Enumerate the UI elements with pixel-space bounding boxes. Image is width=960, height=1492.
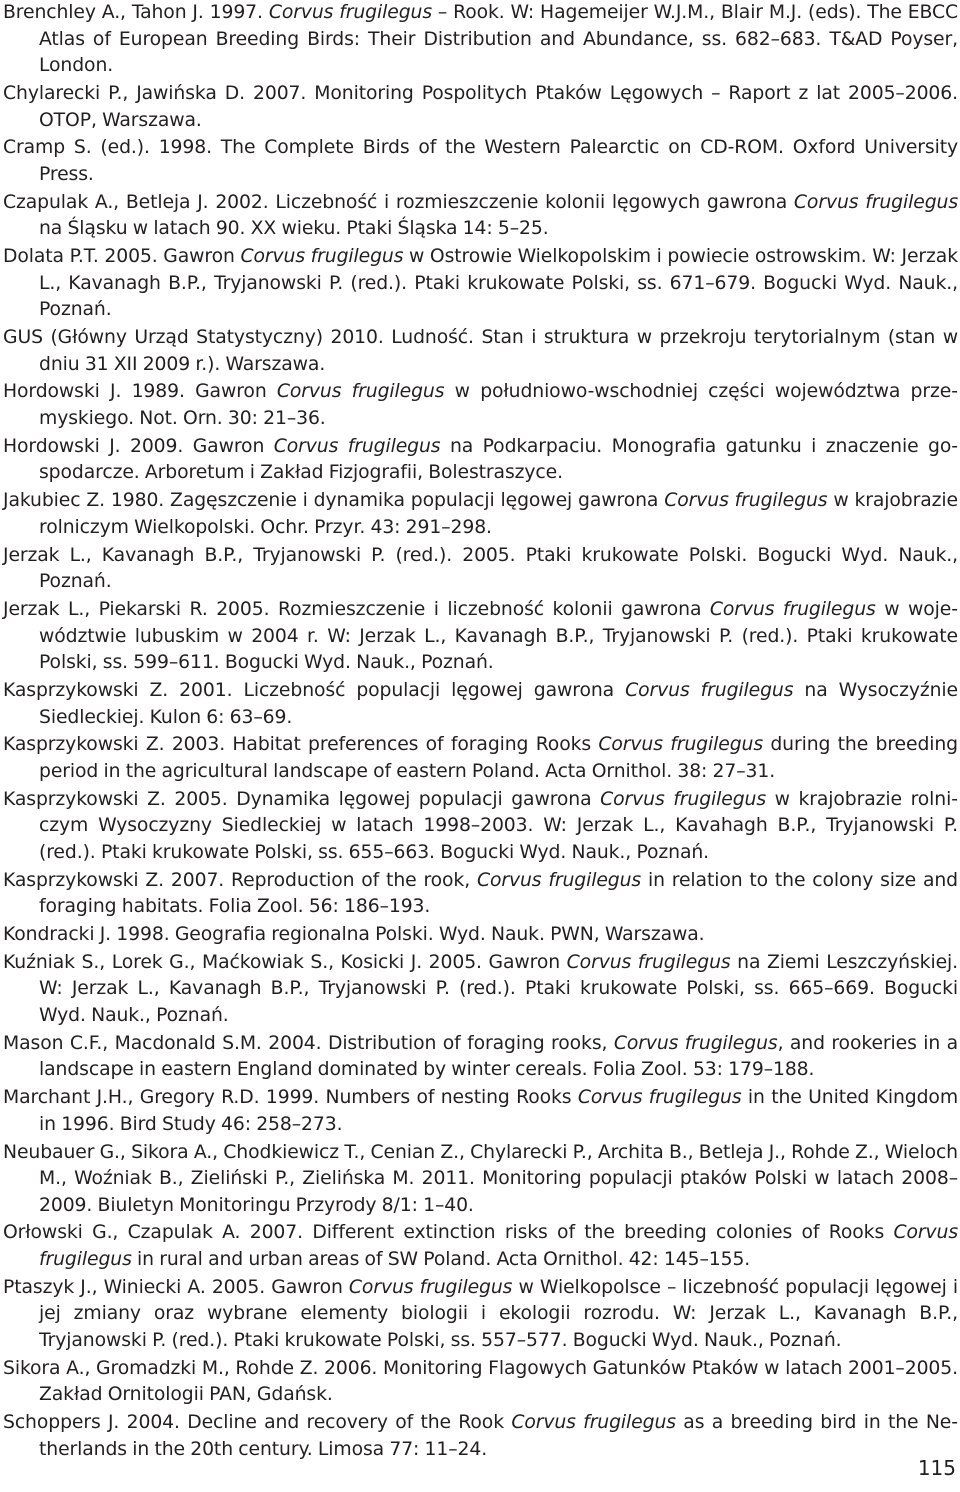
reference-entry: [3, 379, 958, 432]
reference-text: w krajobrazie rolniczym Wielkopolski. Ochr. Przyr. 43: 291–298.: [39, 490, 958, 538]
reference-text: , and rookeries in a landscape in eastern England dominated by winter cereals. Folia Zool. 53: 179–188.: [39, 1032, 959, 1081]
reference-text: Kasprzykowski Z. 2003. Habitat preferences of foraging Rooks: [3, 734, 599, 756]
species-name: Corvus frugilegus: [709, 598, 876, 620]
species-name: Corvus frugilegus: [348, 1276, 513, 1298]
reference-entry: [3, 1085, 958, 1138]
reference-entry: [3, 1410, 958, 1463]
reference-entry: [3, 190, 958, 243]
reference-text: w Ostrowie Wielkopolskim i powiecie ostrowskim. W: Jerzak L., Kavanagh B.P., Tryjanowski P. (red.). Ptaki krukowate Polski, ss. 671–679. Bogucki Wyd. Nauk., Poznań.: [39, 246, 958, 321]
reference-text: w Wielkopolsce – liczebność populacji lęgowej i jej zmiany oraz wybrane elementy biologii i ekologii rozrodu. W: Jerzak L., Kavanagh B.P., Tryjanowski P. (red.). Ptaki krukowate Polski, ss. 557–577. Bogucki Wyd. Nauk., Poznań.: [39, 1276, 959, 1352]
reference-text: as a breeding bird in the Netherlands in the 20th century. Limosa 77: 11–24.: [39, 1412, 959, 1460]
reference-entry: [3, 434, 958, 487]
reference-entry: [3, 732, 958, 785]
reference-text: Kondracki J. 1998. Geografia regionalna Polski. Wyd. Nauk. PWN, Warszawa.: [3, 924, 705, 945]
reference-entry: [3, 0, 958, 80]
reference-text: Kasprzykowski Z. 2005. Dynamika lęgowej populacji gawrona: [3, 788, 601, 810]
reference-text: na Podkarpaciu. Monografia gatunku i znaczenie gospodarcze. Arboretum i Zakład Fizjografii, Bolestraszyce.: [39, 435, 959, 484]
reference-text: Orłowski G., Czapulak A. 2007. Different extinction risks of the breeding colonies of Rooks: [3, 1222, 894, 1244]
reference-text: Hordowski J. 1989. Gawron: [3, 381, 277, 403]
reference-entry: [3, 1356, 958, 1409]
reference-entry: [3, 543, 958, 596]
reference-text: in relation to the colony size and foraging habitats. Folia Zool. 56: 186–193.: [39, 869, 959, 918]
reference-text: w południowo-wschodniej części województwa przemyskiego. Not. Orn. 30: 21–36.: [39, 381, 958, 430]
reference-entry: [3, 787, 958, 867]
reference-text: Kasprzykowski Z. 2001. Liczebność populacji lęgowej gawrona: [3, 679, 626, 701]
species-name: Corvus frugilegus: [664, 490, 828, 512]
reference-text: w krajobrazie rolniczym Wysoczyzny Siedleckiej w latach 1998–2003. W: Jerzak L., Kavahagh B.P., Tryjanowski P. (red.). Ptaki krukowate Polski, ss. 655–663. Bogucki Wyd. Nauk., Poznań.: [39, 788, 958, 863]
reference-text: Schoppers J. 2004. Decline and recovery of the Rook: [3, 1412, 512, 1434]
reference-entry: [3, 950, 958, 1030]
reference-entry: [3, 597, 958, 677]
species-name: Corvus frugilegus: [276, 381, 445, 403]
species-name: Corvus frugilegus: [39, 1222, 958, 1271]
species-name: Corvus frugilegus: [613, 1032, 778, 1054]
reference-entry: [3, 678, 958, 731]
reference-text: w województwie lubuskim w 2004 r. W: Jerzak L., Kavanagh B.P., Tryjanowski P. (red.). Ptaki krukowate Polski, ss. 599–611. Bogucki Wyd. Nauk., Poznań.: [39, 598, 958, 674]
reference-text: na Ziemi Leszczyńskiej. W: Jerzak L., Kavanagh B.P., Tryjanowski P. (red.). Ptaki krukowate Polski, ss. 665–669. Bogucki Wyd. Nauk., Poznań.: [39, 951, 959, 1026]
reference-text: na Wysoczyźnie Siedleckiej. Kulon 6: 63–69.: [39, 679, 958, 728]
reference-text: Jerzak L., Piekarski R. 2005. Rozmieszczenie i liczebność kolonii gawrona: [3, 598, 710, 620]
reference-entry: [3, 922, 958, 949]
reference-text: Dolata P.T. 2005. Gawron: [3, 246, 241, 268]
reference-text: Neubauer G., Sikora A., Chodkiewicz T., Cenian Z., Chylarecki P., Archita B., Betleja J., Rohde Z., Wieloch M., Woźniak B., Zieliński P., Zielińska M. 2011. Monitoring populacji ptaków Polski w latach 2008–2009. Biuletyn Monitoringu Przyrody 8/1: 1–40.: [3, 1141, 958, 1216]
species-name: Corvus frugilegus: [625, 679, 794, 701]
reference-entry: [3, 135, 958, 188]
species-name: Corvus frugilegus: [598, 734, 764, 756]
reference-text: na Śląsku w latach 90. XX wieku. Ptaki Śląska 14: 5–25.: [39, 218, 549, 240]
reference-entry: [3, 244, 958, 324]
reference-text: Jakubiec Z. 1980. Zagęszczenie i dynamika populacji lęgowej gawrona: [3, 490, 665, 512]
reference-text: Hordowski J. 2009. Gawron: [3, 435, 274, 457]
reference-text: during the breeding period in the agricultural landscape of eastern Poland. Acta Ornithol. 38: 27–31.: [39, 734, 959, 782]
reference-entry: [3, 325, 958, 378]
reference-text: Kasprzykowski Z. 2007. Reproduction of the rook,: [3, 869, 477, 891]
reference-entry: [3, 868, 958, 921]
reference-entry: [3, 1031, 958, 1084]
reference-text: Sikora A., Gromadzki M., Rohde Z. 2006. Monitoring Flagowych Gatunków Ptaków w latach 2001–2005. Zakład Ornitologii PAN, Gdańsk.: [3, 1357, 958, 1406]
reference-entry: [3, 1220, 958, 1273]
reference-entry: [3, 1275, 958, 1355]
species-name: Corvus frugilegus: [476, 869, 642, 891]
species-name: Corvus frugilegus: [511, 1412, 676, 1434]
species-name: Corvus frugilegus: [793, 191, 958, 213]
reference-entry: [3, 488, 958, 541]
reference-entry: [3, 1140, 958, 1220]
reference-text: Chylarecki P., Jawińska D. 2007. Monitoring Pospolitych Ptaków Lęgowych – Raport z lat 2005–2006. OTOP, Warszawa.: [3, 82, 958, 131]
reference-text: Cramp S. (ed.). 1998. The Complete Birds of the Western Palearctic on CD-ROM. Oxford University Press.: [3, 137, 958, 185]
species-name: Corvus frugilegus: [577, 1087, 742, 1109]
reference-text: Mason C.F., Macdonald S.M. 2004. Distribution of foraging rooks,: [3, 1032, 614, 1054]
reference-entry: [3, 81, 958, 134]
reference-text: Jerzak L., Kavanagh B.P., Tryjanowski P. (red.). 2005. Ptaki krukowate Polski. Bogucki Wyd. Nauk., Poznań.: [3, 544, 958, 593]
reference-text: Brenchley A., Tahon J. 1997.: [3, 2, 269, 23]
reference-text: – Rook. W: Hagemeijer W.J.M., Blair M.J. (eds). The EBCC Atlas of European Breeding Birds: Their Distribution and Abundance, ss. 682–683. T&AD Poyser, London.: [39, 2, 959, 77]
reference-text: Marchant J.H., Gregory R.D. 1999. Numbers of nesting Rooks: [3, 1087, 578, 1109]
reference-text: in the United Kingdom in 1996. Bird Study 46: 258–273.: [39, 1087, 959, 1135]
reference-text: Ptaszyk J., Winiecki A. 2005. Gawron: [3, 1276, 349, 1298]
species-name: Corvus frugilegus: [600, 788, 767, 810]
page-number: 115: [917, 1456, 956, 1480]
species-name: Corvus frugilegus: [273, 435, 441, 457]
reference-list: [3, 0, 958, 1465]
reference-text: Czapulak A., Betleja J. 2002. Liczebność i rozmieszczenie kolonii lęgowych gawrona: [3, 191, 794, 213]
reference-text: GUS (Główny Urząd Statystyczny) 2010. Ludność. Stan i struktura w przekroju terytorialnym (stan w dniu 31 XII 2009 r.). Warszawa.: [3, 327, 958, 375]
species-name: Corvus frugilegus: [566, 951, 731, 973]
species-name: Corvus frugilegus: [240, 246, 404, 268]
species-name: Corvus frugilegus: [268, 2, 433, 23]
reference-text: Kuźniak S., Lorek G., Maćkowiak S., Kosicki J. 2005. Gawron: [3, 951, 567, 973]
reference-text: in rural and urban areas of SW Poland. Acta Ornithol. 42: 145–155.: [131, 1249, 751, 1271]
